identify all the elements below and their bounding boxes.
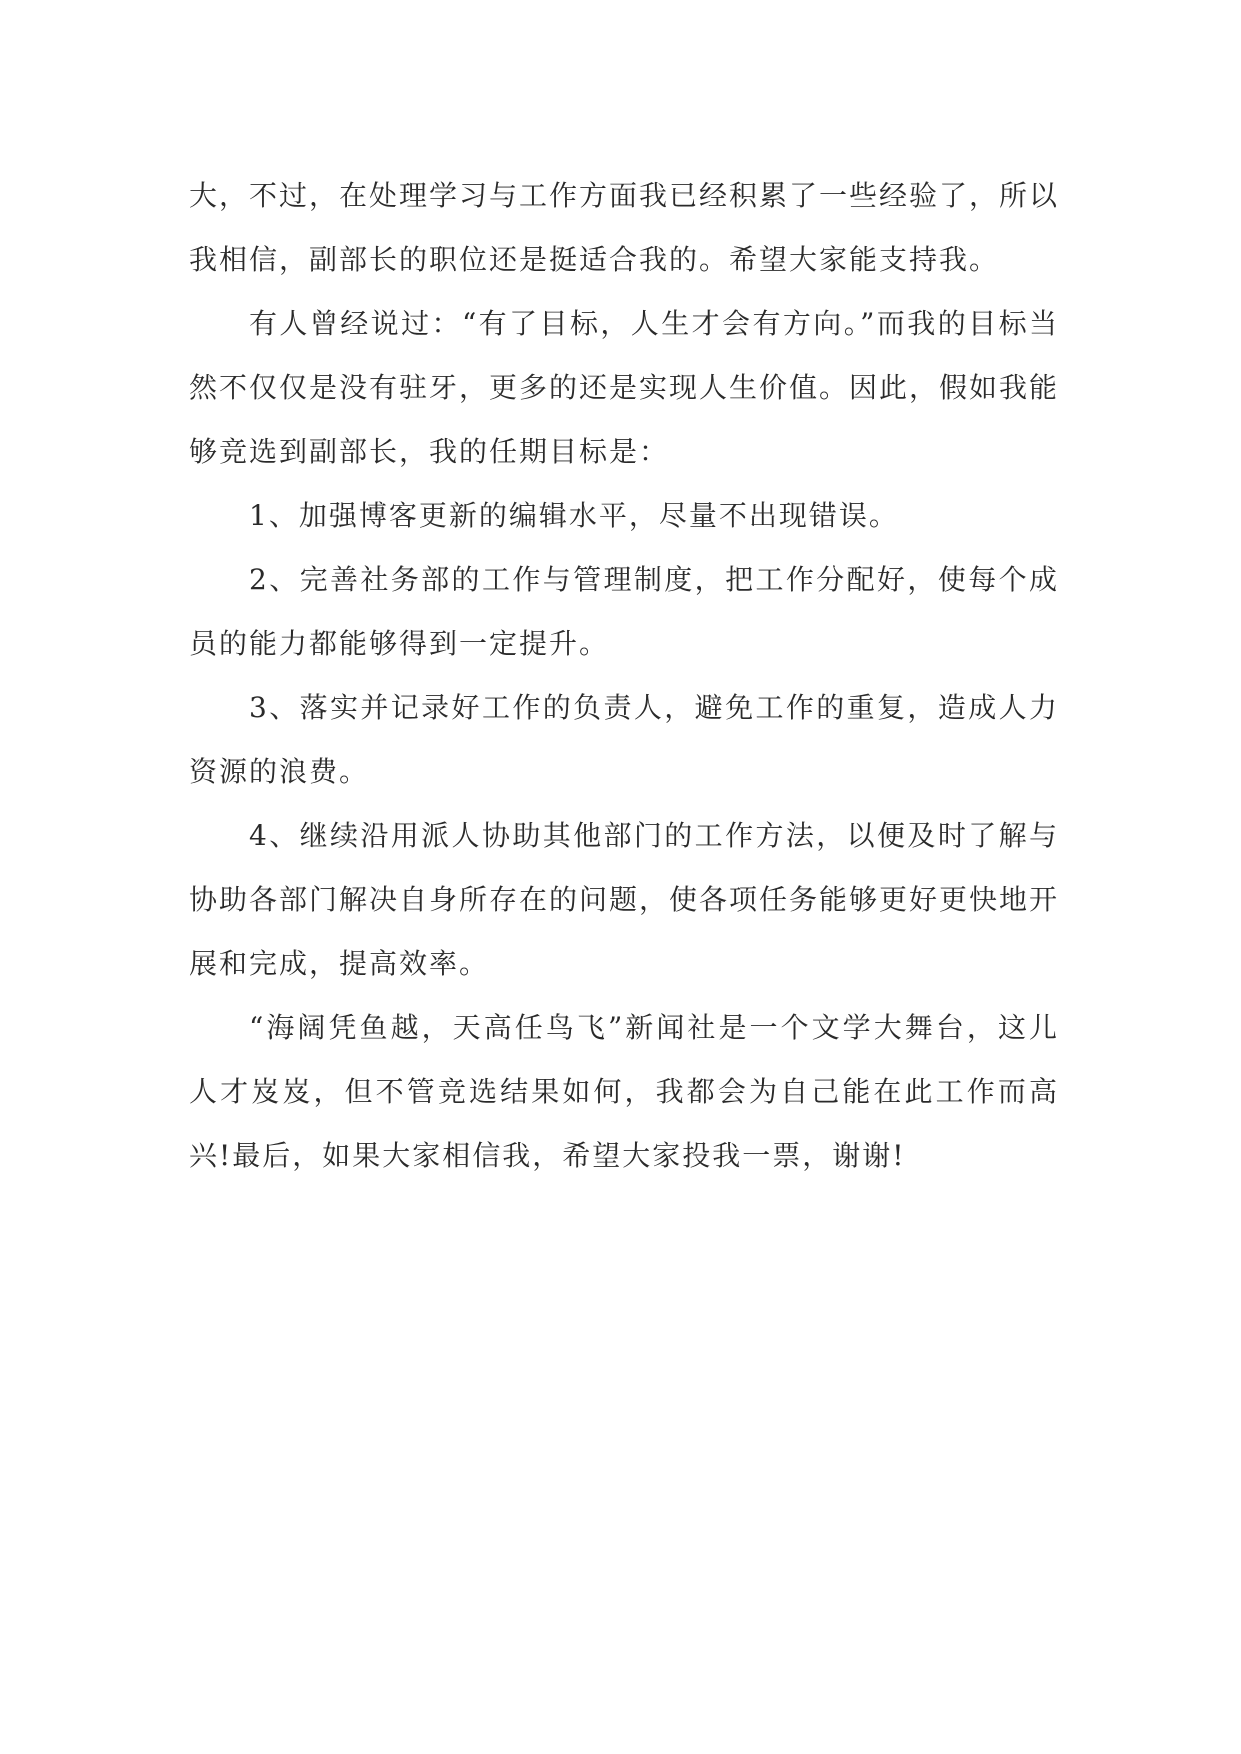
list-item-1: 1、加强博客更新的编辑水平，尽量不出现错误。	[249, 499, 899, 532]
paragraph-continuation: 大，不过，在处理学习与工作方面我已经积累了一些经验了，所以我相信，副部长的职位还是挺适合我的。希望大家能支持我。	[189, 179, 1060, 276]
list-item-3: 3、落实并记录好工作的负责人，避免工作的重复，造成人力资源的浪费。	[189, 691, 1059, 788]
document-body	[189, 164, 1059, 1188]
list-item-2: 2、完善社务部的工作与管理制度，把工作分配好，使每个成员的能力都能够得到一定提升。	[189, 563, 1059, 660]
list-item-4: 4、继续沿用派人协助其他部门的工作方法，以便及时了解与协助各部门解决自身所存在的问题，使各项任务能够更好更快地开展和完成，提高效率。	[189, 819, 1060, 980]
closing-paragraph: “海阔凭鱼越，天高任鸟飞”新闻社是一个文学大舞台，这儿人才岌岌，但不管竞选结果如何，我都会为自己能在此工作而高兴!最后，如果大家相信我，希望大家投我一票，谢谢!	[189, 1011, 1059, 1172]
paragraph-goal-intro: 有人曾经说过：“有了目标，人生才会有方向。”而我的目标当然不仅仅是没有驻牙，更多的还是实现人生价值。因此，假如我能够竞选到副部长，我的任期目标是：	[189, 307, 1060, 468]
